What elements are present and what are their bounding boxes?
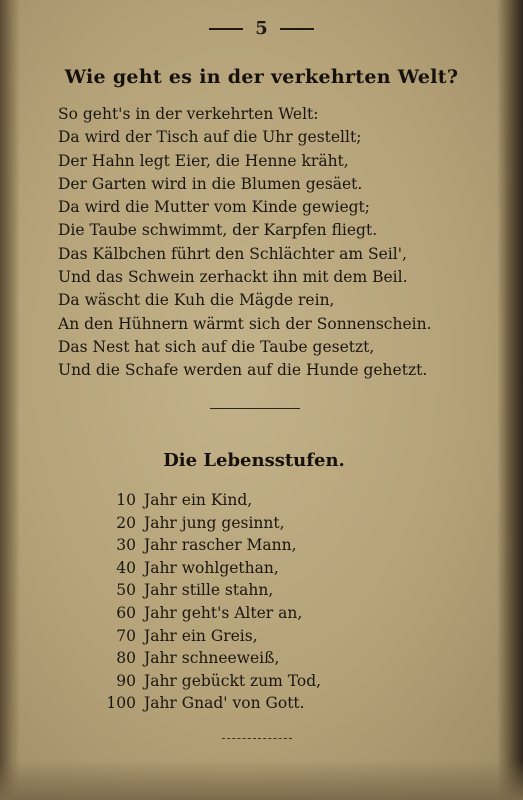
- stage-number: 20: [116, 513, 136, 532]
- stage-text: Jahr wohlgethan,: [144, 558, 279, 577]
- stage-number: 60: [116, 603, 136, 622]
- stage-text: Jahr geht's Alter an,: [144, 603, 303, 622]
- section-divider: [210, 408, 300, 409]
- stages-title: Die Lebensstufen.: [163, 450, 345, 471]
- stage-item: [96, 489, 396, 512]
- page-number: 5: [255, 18, 268, 39]
- stage-number: 50: [116, 581, 136, 600]
- stage-item: [96, 692, 396, 715]
- stage-number: 70: [116, 626, 136, 645]
- poem-line: Der Hahn legt Eier, die Henne kräht,: [58, 151, 349, 170]
- page-bottom-shadow: [0, 760, 523, 800]
- poem-line: Die Taube schwimmt, der Karpfen fliegt.: [58, 221, 378, 240]
- stage-text: Jahr gebückt zum Tod,: [144, 671, 322, 690]
- stages-list: [96, 489, 396, 715]
- header-dash-left: [209, 28, 243, 30]
- stage-item: [96, 647, 396, 670]
- poem-line: Das Nest hat sich auf die Taube gesetzt,: [58, 337, 375, 356]
- stage-number: 10: [116, 491, 136, 509]
- poem-line: Da wird der Tisch auf die Uhr gestellt;: [58, 128, 362, 147]
- poem-title: Wie geht es in der verkehrten Welt?: [64, 66, 459, 88]
- stage-text: Jahr stille stahn,: [144, 581, 274, 600]
- poem-line: Und die Schafe werden auf die Hunde gehetzt.: [58, 361, 428, 380]
- header-dash-right: [280, 28, 314, 30]
- stage-text: Jahr ein Greis,: [144, 626, 258, 645]
- poem-line: Da wird die Mutter vom Kinde gewiegt;: [58, 198, 370, 217]
- page-spine-shadow: [0, 0, 20, 800]
- poem-line: So geht's in der verkehrten Welt:: [58, 105, 319, 123]
- stage-item: [96, 534, 396, 557]
- poem-line: Da wäscht die Kuh die Mägde rein,: [58, 291, 335, 310]
- poem-line: Und das Schwein zerhackt ihn mit dem Beil.: [58, 268, 408, 287]
- stage-text: Jahr jung gesinnt,: [144, 513, 285, 532]
- stage-item: [96, 512, 396, 535]
- stage-number: 100: [106, 694, 136, 713]
- poem-line: Der Garten wird in die Blumen gesäet.: [58, 174, 363, 193]
- footer-dash: [222, 738, 292, 739]
- poem-line: Das Kälbchen führt den Schlächter am Seil',: [58, 244, 407, 263]
- stage-number: 40: [116, 558, 136, 577]
- page-edge-shadow: [497, 0, 523, 800]
- stage-text: Jahr ein Kind,: [144, 491, 253, 509]
- stage-text: Jahr rascher Mann,: [144, 536, 297, 555]
- stage-item: [96, 557, 396, 580]
- stage-item: [96, 602, 396, 625]
- page-header: [0, 18, 523, 39]
- stage-item: [96, 625, 396, 648]
- stage-number: 30: [116, 536, 136, 555]
- stage-text: Jahr Gnad' von Gott.: [144, 694, 305, 713]
- poem-body: [58, 103, 458, 383]
- stage-number: 80: [116, 649, 136, 668]
- stage-item: [96, 670, 396, 693]
- stage-text: Jahr schneeweiß,: [144, 649, 280, 668]
- stage-item: [96, 579, 396, 602]
- poem-line: An den Hühnern wärmt sich der Sonnenschein.: [58, 314, 432, 333]
- stage-number: 90: [116, 671, 136, 690]
